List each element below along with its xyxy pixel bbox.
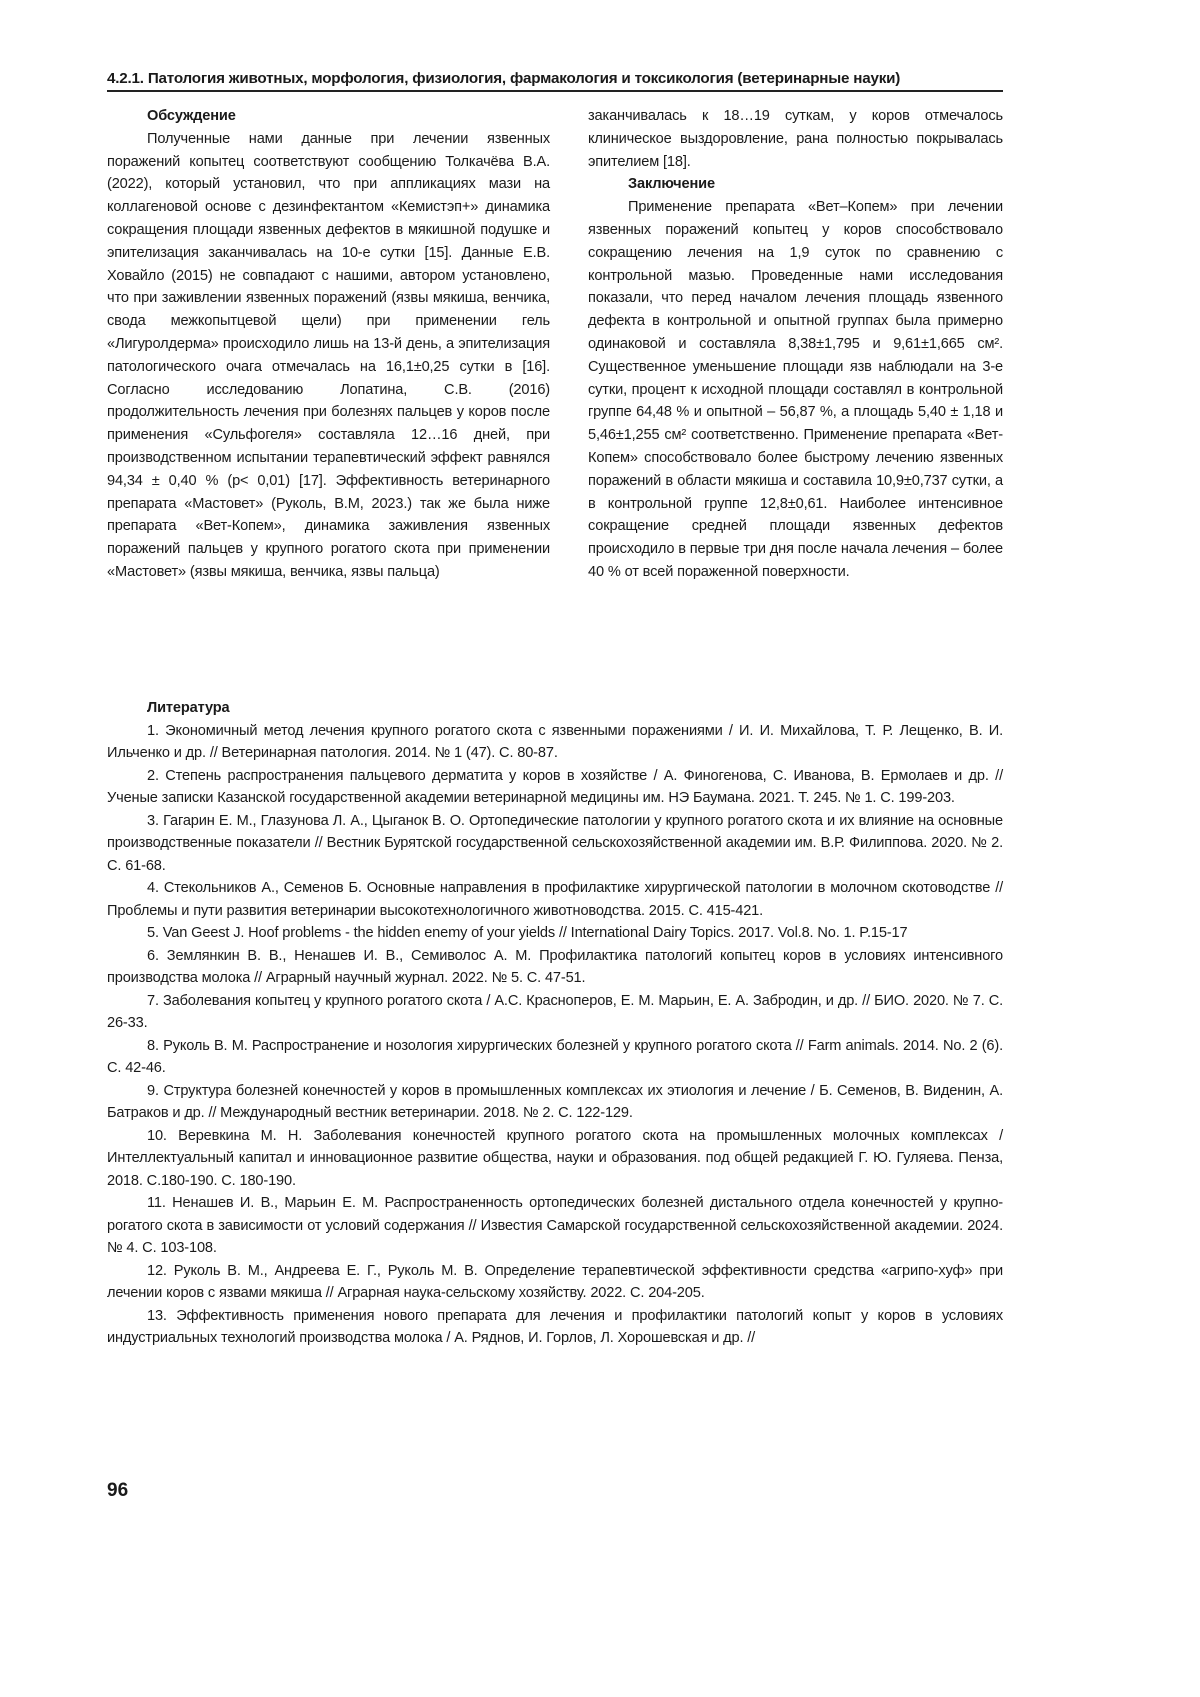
reference-item: 4. Стекольников А., Семенов Б. Основные направления в профилактике хирургической патологии в молочном скотоводстве // Проблемы и пути развития ветеринарии высокотехнологичного животноводства. 2015. С. 415-421. [107,877,1003,922]
left-column [107,105,550,584]
reference-item: 1. Экономичный метод лечения крупного рогатого скота с язвенными поражениями / И. И. Михайлова, Т. Р. Лещенко, В. И. Ильченко и др. // Ветеринарная патология. 2014. № 1 (47). С. 80-87. [107,720,1003,765]
reference-item: 3. Гагарин Е. М., Глазунова Л. А., Цыганок В. О. Ортопедические патологии у крупного рогатого скота и их влияние на основные производственные показатели // Вестник Бурятской государственной сельскохозяйственной академии им. В.Р. Филиппова. 2020. № 2. С. 61-68. [107,810,1003,878]
running-header: 4.2.1. Патология животных, морфология, физиология, фармакология и токсикология (ветеринарные науки) [107,70,1003,92]
discussion-heading: Обсуждение [107,105,550,128]
reference-item: 2. Степень распространения пальцевого дерматита у коров в хозяйстве / А. Финогенова, С. Иванова, В. Ермолаев и др. //Ученые записки Казанской государственной академии ветеринарной медицины им. НЭ Баумана. 2021. Т. 245. № 1. С. 199-203. [107,765,1003,810]
reference-item: 11. Ненашев И. В., Марьин Е. М. Распространенность ортопедических болезней дистального отдела конечностей у крупно-рогатого скота в зависимости от условий содержания // Известия Самарской государственной сельскохозяйственной академии. 2024. № 4. С. 103-108. [107,1192,1003,1260]
right-column [588,105,1003,584]
page-number: 96 [107,1480,128,1502]
references-section [107,697,1003,1350]
reference-item: 6. Землянкин В. В., Ненашев И. В., Семиволос А. М. Профилактика патологий копытец коров в условиях интенсивного производства молока // Аграрный научный журнал. 2022. № 5. С. 47-51. [107,945,1003,990]
discussion-continuation: заканчивалась к 18…19 суткам, у коров отмечалось клиническое выздоровление, рана полностью покрывалась эпителием [18]. [588,105,1003,173]
conclusion-paragraph: Применение препарата «Вет–Копем» при лечении язвенных поражений копытец у коров способствовало сокращению лечения на 1,9 суток по сравнению с контрольной мазью. Проведенные нами исследования показали, что перед началом лечения площадь язвенного дефекта в контрольной и опытной группах была примерно одинаковой и составляла 8,38±1,795 и 9,61±1,665 см². Существенное уменьшение площади язв наблюдали на 3-е сутки, процент к исходной площади составлял в контрольной группе 64,48 % и опытной – 56,87 %, а площадь 5,40 ± 1,18 и 5,46±1,255 см² соответственно. Применение препарата «Вет-Копем» способствовало более быстрому лечению язвенных поражений в области мякиша и составила 10,9±0,737 сутки, а в контрольной группе 12,8±0,61. Наиболее интенсивное сокращение средней площади язвенных дефектов происходило в первые три дня после начала лечения – более 40 % от всей пораженной поверхности. [588,196,1003,584]
reference-item: 5. Van Geest J. Hoof problems - the hidden enemy of your yields // International Dairy Topics. 2017. Vol.8. No. 1. P.15-17 [107,922,1003,945]
references-heading: Литература [107,697,1003,720]
conclusion-heading: Заключение [588,173,1003,196]
reference-item: 12. Руколь В. М., Андреева Е. Г., Руколь М. В. Определение терапевтической эффективности средства «агрипо-хуф» при лечении коров с язвами мякиша // Аграрная наука-сельскому хозяйству. 2022. С. 204-205. [107,1260,1003,1305]
reference-item: 10. Веревкина М. Н. Заболевания конечностей крупного рогатого скота на промышленных молочных комплексах / Интеллектуальный капитал и инновационное развитие общества, науки и образования. под общей редакцией Г. Ю. Гуляева. Пенза, 2018. С.180-190. С. 180-190. [107,1125,1003,1193]
reference-item: 8. Руколь В. М. Распространение и нозология хирургических болезней у крупного рогатого скота // Farm animals. 2014. No. 2 (6). С. 42-46. [107,1035,1003,1080]
reference-item: 9. Структура болезней конечностей у коров в промышленных комплексах их этиология и лечение / Б. Семенов, В. Виденин, А. Батраков и др. // Международный вестник ветеринарии. 2018. № 2. С. 122-129. [107,1080,1003,1125]
discussion-paragraph: Полученные нами данные при лечении язвенных поражений копытец соответствуют сообщению Толкачёва В.А. (2022), который установил, что при аппликациях мази на коллагеновой основе с дезинфектантом «Кемистэп+» динамика сокращения площади язвенных дефектов в мякишной подушке и эпителизация заканчивалась на 10-е сутки [15]. Данные Е.В. Ховайло (2015) не совпадают с нашими, автором установлено, что при заживлении язвенных поражений (язвы мякиша, венчика, свода межкопытцевой щели) при применении гель «Лигуролдерма» происходило лишь на 13-й день, а эпителизация патологического очага отмечалась на 16,1±0,25 сутки в [16]. Согласно исследованию Лопатина, С.В. (2016) продолжительность лечения при болезнях пальцев у коров после применения «Сульфогеля» составляла 12…16 дней, при производственном испытании терапевтический эффект равнялся 94,34 ± 0,40 % (p< 0,01) [17]. Эффективность ветеринарного препарата «Мастовет» (Руколь, В.М, 2023.) так же была ниже препарата «Вет-Копем», динамика заживления язвенных поражений пальцев у крупного рогатого скота при применении «Мастовет» (язвы мякиша, венчика, язвы пальца) [107,128,550,584]
reference-item: 7. Заболевания копытец у крупного рогатого скота / А.С. Красноперов, Е. М. Марьин, Е. А. Забродин, и др. // БИО. 2020. № 7. С. 26-33. [107,990,1003,1035]
reference-item: 13. Эффективность применения нового препарата для лечения и профилактики патологий копыт у коров в условиях индустриальных технологий производства молока / А. Ряднов, И. Горлов, Л. Хорошевская и др. // [107,1305,1003,1350]
